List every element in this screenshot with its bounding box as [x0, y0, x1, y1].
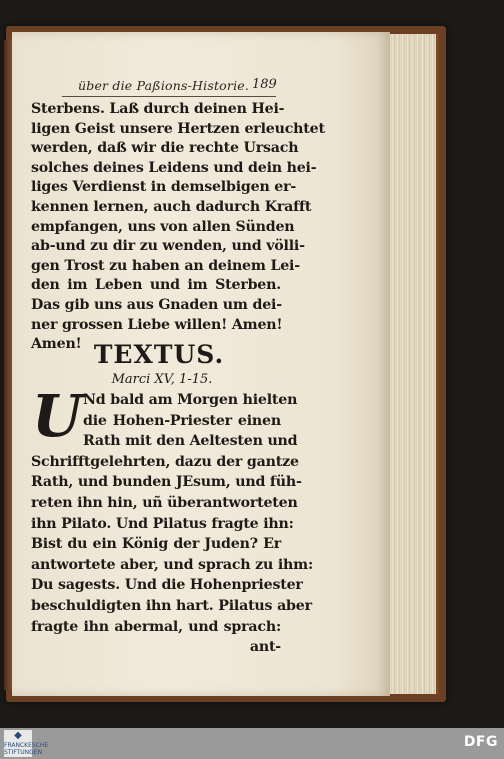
text-line: Amen!: [31, 336, 82, 353]
header-rule: [62, 96, 276, 97]
library-mark-icon: ◆: [14, 730, 22, 741]
running-head: über die Paßions-Historie.: [78, 78, 250, 93]
text-line: Bist du ein König der Juden? Er: [31, 536, 281, 553]
text-line: ner grossen Liebe willen! Amen!: [31, 316, 283, 333]
scripture-text: [31, 390, 313, 658]
dfg-logo[interactable]: DFG: [463, 734, 498, 750]
text-line: antwortete aber, und sprach zu ihm:: [31, 556, 313, 573]
library-logo[interactable]: [4, 730, 49, 757]
text-line: die Hohen-Priester einen: [83, 412, 281, 429]
text-line: reten ihn hin, uñ überantworteten: [31, 494, 298, 511]
text-line: kennen lernen, auch dadurch Krafft: [31, 198, 312, 215]
text-line: gen Trost zu haben an deinem Lei-: [31, 257, 300, 274]
text-line: ligen Geist unsere Hertzen erleuchtet: [31, 120, 325, 137]
text-line: ab-und zu dir zu wenden, und völli-: [31, 238, 305, 255]
catchword: ant-: [249, 639, 281, 656]
text-line: beschuldigten ihn hart. Pilatus aber: [31, 597, 312, 614]
text-line: Sterbens. Laß durch deinen Hei-: [31, 101, 285, 117]
text-line: fragte ihn abermal, und sprach:: [31, 618, 281, 635]
bible-reference: Marci XV, 1-15.: [111, 372, 213, 387]
viewer-footer: [0, 728, 504, 759]
prayer-text: [31, 100, 325, 355]
text-line: den im Leben und im Sterben.: [31, 277, 281, 294]
text-line: empfangen, uns von allen Sünden: [31, 218, 295, 235]
drop-cap-initial: U: [32, 382, 83, 450]
text-line: Das gib uns aus Gnaden um dei-: [31, 296, 282, 313]
text-line: Nd bald am Morgen hielten: [83, 392, 298, 408]
section-heading: TEXTUS.: [93, 340, 225, 369]
library-label: FRANCKESCHE STIFTUNGEN: [4, 742, 49, 756]
page-number: 189: [252, 77, 277, 92]
text-line: Rath mit den Aeltesten und: [83, 433, 298, 450]
text-line: liges Verdienst in demselbigen er-: [31, 179, 297, 196]
text-line: Schrifftgelehrten, dazu der gantze: [31, 453, 299, 470]
text-line: solches deines Leidens und dein hei-: [31, 159, 317, 176]
text-line: Du sagests. Und die Hohenpriester: [31, 577, 303, 594]
text-line: Rath, und bunden JEsum, und füh-: [31, 474, 302, 491]
page-edges: [386, 34, 439, 694]
text-line: werden, daß wir die rechte Ursach: [31, 140, 299, 157]
text-line: ihn Pilato. Und Pilatus fragte ihn:: [31, 515, 294, 532]
